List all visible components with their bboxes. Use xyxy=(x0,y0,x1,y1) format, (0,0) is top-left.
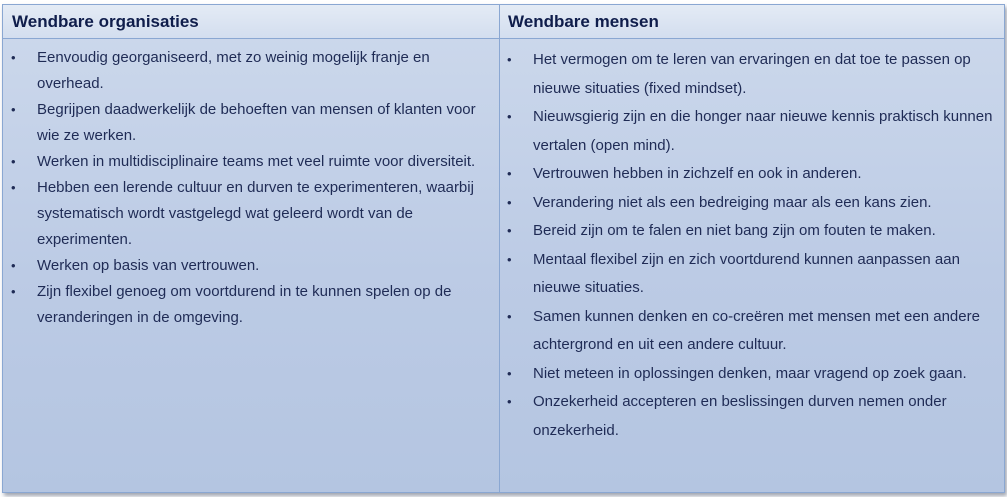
bullet-icon: • xyxy=(11,154,16,169)
bullet-icon: • xyxy=(11,284,16,299)
bullet-icon: • xyxy=(507,109,512,124)
list-item-text: Werken in multidisciplinaire teams met veel ruimte voor diversiteit. xyxy=(37,153,476,170)
bullet-icon: • xyxy=(507,308,512,324)
list-item xyxy=(507,388,997,445)
header-wendbare-mensen: Wendbare mensen xyxy=(508,12,659,31)
table-header-row xyxy=(3,5,1004,39)
list-item-text: Zijn flexibel genoeg om voortdurend in te kunnen spelen op de veranderingen in de omgeving. xyxy=(37,283,452,326)
list-item-text: Begrijpen daadwerkelijk de behoeften van mensen of klanten voor wie ze werken. xyxy=(37,101,476,144)
list-item xyxy=(11,97,493,149)
list-item xyxy=(11,175,493,253)
list-item-text: Mentaal flexibel zijn en zich voortdurend kunnen aanpassen aan nieuwe situaties. xyxy=(533,250,960,296)
bullet-icon: • xyxy=(507,52,512,67)
list-item xyxy=(11,279,493,331)
bullet-icon: • xyxy=(11,180,16,195)
list-item xyxy=(507,217,997,246)
list-item xyxy=(507,360,997,389)
list-item-text: Bereid zijn om te falen en niet bang zijn om fouten te maken. xyxy=(533,222,936,239)
bullet-icon: • xyxy=(507,394,512,409)
bullet-icon: • xyxy=(11,50,16,65)
mensen-bullet-list xyxy=(507,46,997,445)
list-item-text: Onzekerheid accepteren en beslissingen durven nemen onder onzekerheid. xyxy=(533,393,947,439)
bullet-icon: • xyxy=(507,166,512,181)
cell-organisaties xyxy=(11,45,493,331)
organisaties-bullet-list xyxy=(11,45,493,331)
list-item-text: Vertrouwen hebben in zichzelf en ook in anderen. xyxy=(533,165,862,182)
list-item-text: Nieuwsgierig zijn en die honger naar nieuwe kennis praktisch kunnen vertalen (open mind). xyxy=(533,108,993,154)
list-item-text: Hebben een lerende cultuur en durven te experimenteren, waarbij systematisch wordt vastgelegd wat geleerd wordt van de experimenten. xyxy=(37,179,474,248)
list-item-text: Verandering niet als een bedreiging maar als een kans zien. xyxy=(533,193,932,211)
list-item-text: Niet meteen in oplossingen denken, maar vragend op zoek gaan. xyxy=(533,364,967,382)
list-item-text: Samen kunnen denken en co-creëren met mensen met een andere achtergrond en uit een andere cultuur. xyxy=(533,307,980,353)
bullet-icon: • xyxy=(507,365,512,381)
bullet-icon: • xyxy=(507,194,512,210)
list-item xyxy=(507,46,997,103)
list-item xyxy=(507,189,997,218)
list-item-text: Eenvoudig georganiseerd, met zo weinig mogelijk franje en overhead. xyxy=(37,49,430,92)
list-item-text: Het vermogen om te leren van ervaringen en dat toe te passen op nieuwe situaties (fixed mindset). xyxy=(533,51,971,97)
bullet-icon: • xyxy=(11,258,16,273)
header-wendbare-organisaties: Wendbare organisaties xyxy=(12,12,199,31)
bullet-icon: • xyxy=(507,251,512,267)
column-divider xyxy=(499,5,500,492)
list-item xyxy=(11,253,493,279)
list-item xyxy=(11,149,493,175)
list-item-text: Werken op basis van vertrouwen. xyxy=(37,257,260,274)
list-item xyxy=(507,103,997,160)
list-item xyxy=(507,246,997,303)
list-item xyxy=(11,45,493,97)
cell-mensen xyxy=(507,46,997,445)
bullet-icon: • xyxy=(11,102,16,117)
list-item xyxy=(507,303,997,360)
comparison-table xyxy=(2,4,1005,493)
list-item xyxy=(507,160,997,189)
bullet-icon: • xyxy=(507,223,512,238)
